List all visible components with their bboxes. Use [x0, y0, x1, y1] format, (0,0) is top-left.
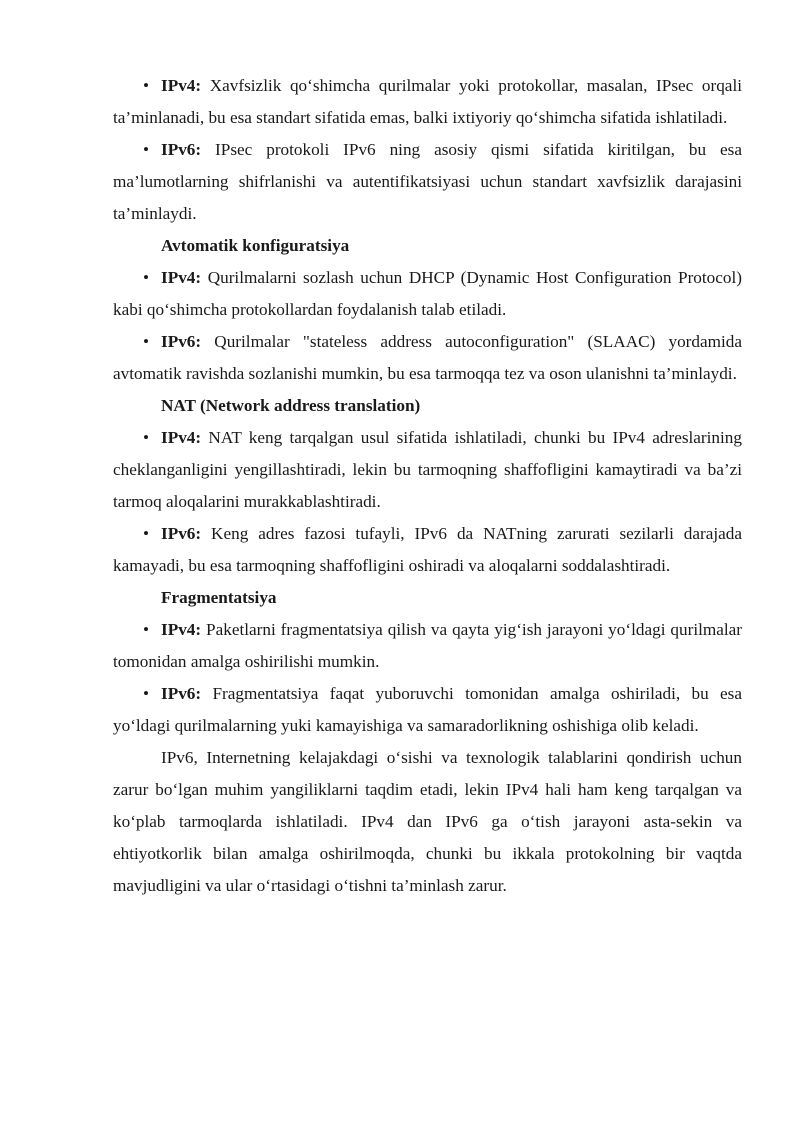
bullet-item [113, 134, 742, 230]
bullet-text: Keng adres fazosi tufayli, IPv6 da NATning zarurati sezilarli darajada kamayadi, bu esa tarmoqning shaffofligini oshiradi va aloqalarni soddalashtiradi. [113, 524, 742, 575]
bullet-text: NAT keng tarqalgan usul sifatida ishlatiladi, chunki bu IPv4 adreslarining cheklanganligini yengillashtiradi, lekin bu tarmoqning shaffofligini kamaytiradi va ba’zi tarmoq aloqalarini murakkablashtiradi. [113, 428, 742, 511]
bullet-dot-icon: • [143, 524, 150, 543]
section-heading: Avtomatik konfiguratsiya [161, 236, 350, 255]
bullet-label: IPv4: [161, 268, 202, 287]
bullet-item [113, 70, 742, 134]
section-heading: NAT (Network address translation) [161, 396, 421, 415]
bullet-item [113, 422, 742, 518]
bullet-label: IPv6: [161, 140, 202, 159]
bullet-dot-icon: • [143, 76, 150, 95]
bullet-text: Fragmentatsiya faqat yuboruvchi tomonidan amalga oshiriladi, bu esa yo‘ldagi qurilmalarning yuki kamayishiga va samaradorlikning oshishiga olib keladi. [113, 684, 742, 735]
bullet-dot-icon: • [143, 684, 150, 703]
bullet-dot-icon: • [143, 140, 150, 159]
bullet-item [113, 518, 742, 582]
bullet-text: Qurilmalar "stateless address autoconfiguration" (SLAAC) yordamida avtomatik ravishda sozlanishi mumkin, bu esa tarmoqqa tez va oson ulanishni ta’minlaydi. [113, 332, 742, 383]
bullet-item [113, 262, 742, 326]
bullet-item [113, 614, 742, 678]
section-heading: Fragmentatsiya [161, 588, 277, 607]
bullet-item [113, 326, 742, 390]
bullet-dot-icon: • [143, 428, 150, 447]
bullet-label: IPv6: [161, 524, 202, 543]
bullet-item [113, 678, 742, 742]
bullet-label: IPv4: [161, 428, 202, 447]
bullet-text: Xavfsizlik qo‘shimcha qurilmalar yoki protokollar, masalan, IPsec orqali ta’minlanadi, bu esa standart sifatida emas, balki ixtiyoriy qo‘shimcha sifatida ishlatiladi. [113, 76, 742, 127]
bullet-dot-icon: • [143, 268, 150, 287]
bullet-label: IPv6: [161, 332, 202, 351]
bullet-dot-icon: • [143, 620, 150, 639]
bullet-text: Paketlarni fragmentatsiya qilish va qayta yig‘ish jarayoni yo‘ldagi qurilmalar tomonidan amalga oshirilishi mumkin. [113, 620, 742, 671]
bullet-text: IPsec protokoli IPv6 ning asosiy qismi sifatida kiritilgan, bu esa ma’lumotlarning shifrlanishi va autentifikatsiyasi uchun standart xavfsizlik darajasini ta’minlaydi. [113, 140, 742, 223]
document-page [113, 70, 742, 902]
bullet-label: IPv6: [161, 684, 202, 703]
bullet-text: Qurilmalarni sozlash uchun DHCP (Dynamic Host Configuration Protocol) kabi qo‘shimcha protokollardan foydalanish talab etiladi. [113, 268, 742, 319]
bullet-dot-icon: • [143, 332, 150, 351]
bullet-label: IPv4: [161, 76, 202, 95]
bullet-label: IPv4: [161, 620, 202, 639]
body-paragraph: IPv6, Internetning kelajakdagi o‘sishi va texnologik talablarini qondirish uchun zarur bo‘lgan muhim yangiliklarni taqdim etadi, lekin IPv4 hali ham keng tarqalgan va ko‘plab tarmoqlarda ishlatiladi. IPv4 dan IPv6 ga o‘tish jarayoni asta-sekin va ehtiyotkorlik bilan amalga oshirilmoqda, chunki bu ikkala protokolning bir vaqtda mavjudligini va ular o‘rtasidagi o‘tishni ta’minlash zarur. [113, 748, 742, 895]
